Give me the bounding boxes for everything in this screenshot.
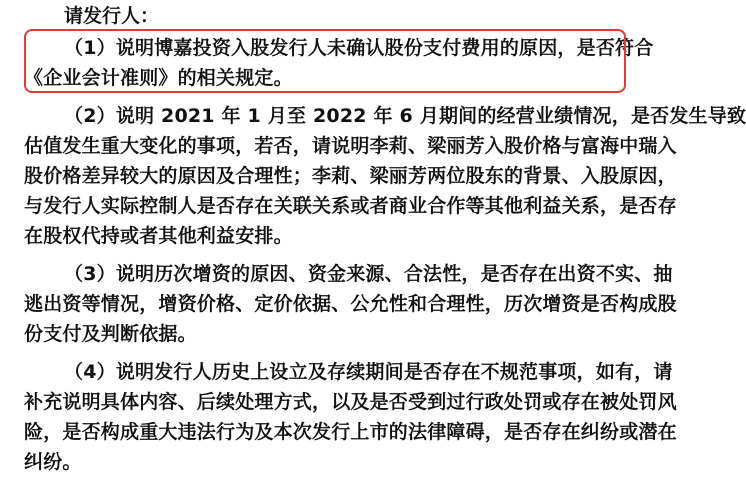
paragraph-4-line-4: 纠纷。 <box>24 451 82 473</box>
paragraph-3-line-2: 逃出资等情况，增资价格、定价依据、公允性和合理性，历次增资是否构成股 <box>24 293 677 315</box>
paragraph-2-line-4: 与发行人实际控制人是否存在关联关系或者商业合作等其他利益关系，是否存 <box>24 195 677 217</box>
paragraph-2-line-2: 估值发生重大变化的事项，若否，请说明李莉、梁丽芳入股价格与富海中瑞入 <box>24 135 677 157</box>
intro-heading: 请发行人： <box>64 5 160 27</box>
paragraph-2-line-1: （2）说明 2021 年 1 月至 2022 年 6 月期间的经营业绩情况，是否发生导致 <box>64 105 746 127</box>
paragraph-1-line-1: （1）说明博嘉投资入股发行人未确认股份支付费用的原因，是否符合 <box>64 37 654 59</box>
paragraph-2-line-5: 在股权代持或者其他利益安排。 <box>24 225 293 247</box>
paragraph-3-line-3: 份支付及判断依据。 <box>24 323 197 345</box>
paragraph-4-line-1: （4）说明发行人历史上设立及存续期间是否存在不规范事项，如有，请 <box>64 361 673 383</box>
paragraph-4-line-3: 险，是否构成重大违法行为及本次发行上市的法律障碍，是否存在纠纷或潜在 <box>24 421 677 443</box>
paragraph-1-line-2: 《企业会计准则》的相关规定。 <box>24 67 293 89</box>
paragraph-4-line-2: 补充说明具体内容、后续处理方式，以及是否受到过行政处罚或存在被处罚风 <box>24 391 677 413</box>
paragraph-2-line-3: 股价格差异较大的原因及合理性；李莉、梁丽芳两位股东的背景、入股原因， <box>24 165 677 187</box>
paragraph-3-line-1: （3）说明历次增资的原因、资金来源、合法性，是否存在出资不实、抽 <box>64 263 673 285</box>
